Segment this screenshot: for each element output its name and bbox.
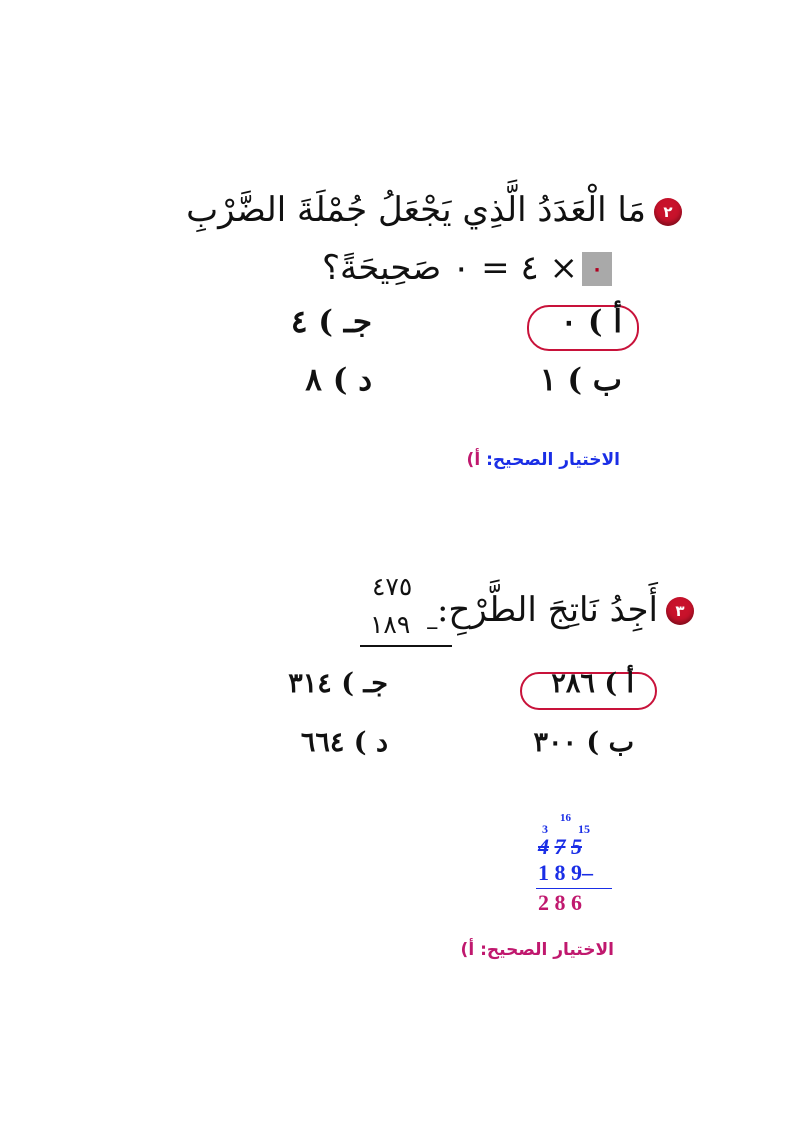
working-borrow-left: 3 [542,822,548,836]
working-digit: 6 [571,890,582,915]
question-2-number-badge: ٢ [654,198,682,226]
working-result-row [538,890,582,916]
option-a-value: ٢٨٦ [551,668,595,699]
option-c-letter: جـ ) [341,668,388,699]
working-result-line [536,888,612,889]
working-digit: 4 [538,834,549,859]
question-2-option-b[interactable] [540,362,622,398]
option-c-value: ٤ [290,304,308,340]
question-2-text-line-1: مَا الْعَدَدُ الَّذِي يَجْعَلُ جُمْلَةَ الضَّرْبِ [186,190,646,230]
option-b-letter: ب ) [586,727,634,758]
question-3-prompt: أَجِدُ نَاتِجَ الطَّرْحِ: [436,590,658,630]
working-digit: 8 [554,860,566,885]
option-b-letter: ب ) [567,362,622,398]
option-d-letter: د ) [332,362,372,398]
working-digit: 9 [571,860,582,885]
question-3-option-d[interactable] [301,727,388,758]
working-borrow-right: 15 [578,822,590,836]
option-c-letter: جـ ) [318,304,372,340]
question-2-blank-box: ٠ [582,252,612,286]
answer-value: أ) [466,450,481,470]
question-3-option-b[interactable] [533,727,634,758]
question-2-option-a[interactable] [560,304,622,340]
question-3-minus-sign: – [426,612,439,641]
question-2-text-line-2: × ٤ = ٠ صَحِيحَةً؟ [321,248,578,288]
working-borrow-top: 16 [560,812,571,824]
option-b-value: ٣٠٠ [533,727,577,758]
working-top-row [538,834,582,860]
working-digit: 8 [554,890,566,915]
question-3-option-a[interactable] [551,668,634,699]
option-a-value: ٠ [560,304,578,340]
option-d-letter: د ) [353,727,388,758]
answer-label: الاختيار الصحيح: [480,940,614,960]
answer-label: الاختيار الصحيح: [486,450,620,470]
working-digit: 2 [538,890,549,915]
working-minus: – [582,860,593,885]
option-a-letter: أ ) [604,668,634,699]
question-3-subtraction-line [360,645,452,647]
question-3-option-c[interactable] [288,668,388,699]
question-3-answer [461,940,614,960]
question-2-option-c[interactable] [291,304,372,340]
working-digit: 1 [538,860,549,885]
working-digit: 5 [571,834,582,859]
working-digit: 7 [554,834,566,859]
option-c-value: ٣١٤ [288,668,332,699]
question-3-number-badge: ٣ [666,597,694,625]
working-bottom-row [538,860,593,886]
question-2-option-d[interactable] [305,362,372,398]
option-d-value: ٦٦٤ [300,727,345,758]
option-a-letter: أ ) [587,304,622,340]
question-2-answer [467,450,620,470]
answer-value: أ) [460,940,475,960]
question-3-minuend: ٤٧٥ [372,572,413,601]
option-d-value: ٨ [305,362,322,398]
option-b-value: ١ [539,362,557,398]
question-3-subtrahend: ١٨٩ [370,610,411,639]
